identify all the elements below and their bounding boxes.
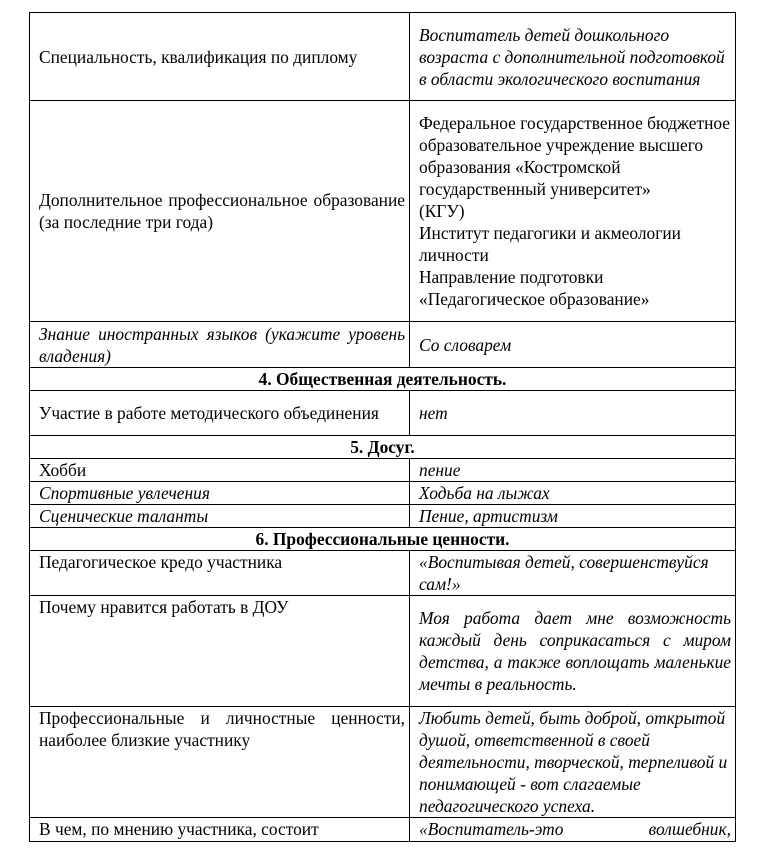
section-header-row xyxy=(30,368,736,391)
table-row-sport xyxy=(30,482,736,505)
values-label: Профессиональные и личностные ценности, наиболее близкие участнику xyxy=(30,707,410,818)
table-row-languages xyxy=(30,322,736,368)
essence-value: «Воспитатель-это волшебник, xyxy=(410,818,736,842)
sport-label: Спортивные увлечения xyxy=(30,482,410,505)
table-row-specialty xyxy=(30,13,736,101)
stage-value: Пение, артистизм xyxy=(410,505,736,528)
languages-value: Со словарем xyxy=(410,322,736,368)
hobby-label: Хобби xyxy=(30,459,410,482)
section-header-row xyxy=(30,436,736,459)
specialty-value: Воспитатель детей дошкольного возраста с дополнительной подготовкой в области экологического воспитания xyxy=(410,13,736,101)
table-row-methodical xyxy=(30,391,736,436)
languages-label: Знание иностранных языков (укажите уровень владения) xyxy=(30,322,410,368)
credo-value: «Воспитывая детей, совершенствуйся сам!» xyxy=(410,551,736,596)
table-row-stage xyxy=(30,505,736,528)
table-row-why xyxy=(30,596,736,707)
table-row-values xyxy=(30,707,736,818)
methodical-label: Участие в работе методического объединения xyxy=(30,391,410,436)
section-5-title: 5. Досуг. xyxy=(30,436,736,459)
section-6-title: 6. Профессиональные ценности. xyxy=(30,528,736,551)
table-row-hobby xyxy=(30,459,736,482)
table-row-essence xyxy=(30,818,736,842)
document-page xyxy=(29,12,735,842)
specialty-label: Специальность, квалификация по диплому xyxy=(30,13,410,101)
section-header-row xyxy=(30,528,736,551)
values-value: Любить детей, быть доброй, открытой душой, ответственной в своей деятельности, творческой, терпеливой и понимающей - вот слагаемые педагогического успеха. xyxy=(410,707,736,818)
table-row-education xyxy=(30,101,736,322)
methodical-value: нет xyxy=(410,391,736,436)
hobby-value: пение xyxy=(410,459,736,482)
education-label: Дополнительное профессиональное образование (за последние три года) xyxy=(30,101,410,322)
stage-label: Сценические таланты xyxy=(30,505,410,528)
table-row-credo xyxy=(30,551,736,596)
section-4-title: 4. Общественная деятельность. xyxy=(30,368,736,391)
why-label: Почему нравится работать в ДОУ xyxy=(30,596,410,707)
credo-label: Педагогическое кредо участника xyxy=(30,551,410,596)
education-value: Федеральное государственное бюджетное образовательное учреждение высшего образования «Костромской государственный университет» (КГУ) Институт педагогики и акмеологии личности Направление подготовки «Педагогическое образование» xyxy=(410,101,736,322)
essence-label: В чем, по мнению участника, состоит xyxy=(30,818,410,842)
why-value: Моя работа дает мне возможность каждый день соприкасаться с миром детства, а также воплощать маленькие мечты в реальность. xyxy=(410,596,736,707)
sport-value: Ходьба на лыжах xyxy=(410,482,736,505)
questionnaire-table xyxy=(29,12,736,842)
